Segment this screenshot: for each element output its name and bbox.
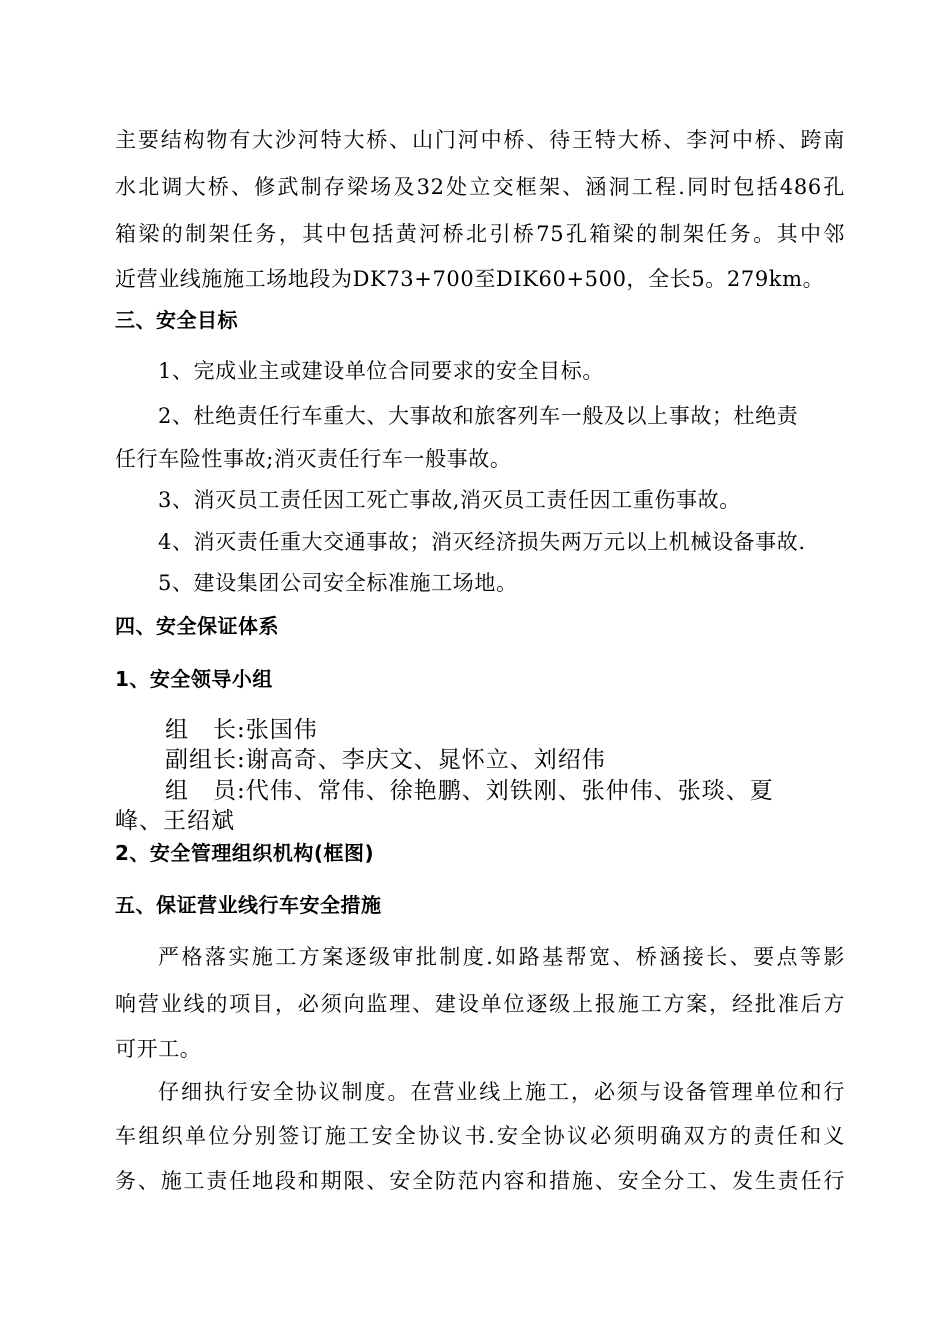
intro-line: 水北调大桥、修武制存梁场及32处立交框架、涵洞工程.同时包括486孔: [115, 175, 845, 199]
intro-line: 主要结构物有大沙河特大桥、山门河中桥、待王特大桥、李河中桥、跨南: [115, 128, 845, 152]
subsection-heading: 1、安全领导小组: [115, 667, 273, 691]
paragraph-line: 车组织单位分别签订施工安全协议书.安全协议必须明确双方的责任和义: [115, 1124, 845, 1148]
list-item: 任行车险性事故;消灭责任行车一般事故。: [115, 447, 512, 471]
paragraph-line: 可开工。: [115, 1037, 202, 1061]
list-item: 3、消灭员工责任因工死亡事故,消灭员工责任因工重伤事故。: [158, 488, 741, 512]
section-heading: 五、保证营业线行车安全措施: [115, 893, 382, 917]
members-line: 组 员:代伟、常伟、徐艳鹏、刘铁刚、张仲伟、张琰、夏: [165, 778, 774, 804]
list-item: 4、消灭责任重大交通事故；消灭经济损失两万元以上机械设备事故.: [158, 530, 806, 554]
section-heading: 四、安全保证体系: [115, 614, 279, 638]
section-heading: 三、安全目标: [115, 308, 238, 332]
deputy-line: 副组长:谢高奇、李庆文、晁怀立、刘绍伟: [165, 747, 606, 773]
members-line-cont: 峰、王绍斌: [115, 808, 235, 834]
intro-line: 箱梁的制架任务，其中包括黄河桥北引桥75孔箱梁的制架任务。其中邻: [115, 222, 845, 246]
list-item: 2、杜绝责任行车重大、大事故和旅客列车一般及以上事故；杜绝责: [158, 404, 799, 428]
list-item: 1、完成业主或建设单位合同要求的安全目标。: [158, 359, 604, 383]
paragraph-line: 务、施工责任地段和期限、安全防范内容和措施、安全分工、发生责任行: [115, 1169, 845, 1193]
subsection-heading: 2、安全管理组织机构(框图): [115, 841, 375, 865]
paragraph-line: 仔细执行安全协议制度。在营业线上施工，必须与设备管理单位和行: [158, 1080, 845, 1104]
paragraph-line: 严格落实施工方案逐级审批制度.如路基帮宽、桥涵接长、要点等影: [158, 945, 845, 969]
intro-line: 近营业线施施工场地段为DK73+700至DIK60+500，全长5。279km。: [115, 267, 825, 291]
leader-line: 组 长:张国伟: [165, 717, 318, 743]
list-item: 5、建设集团公司安全标准施工场地。: [158, 571, 518, 595]
paragraph-line: 响营业线的项目，必须向监理、建设单位逐级上报施工方案，经批准后方: [115, 992, 845, 1016]
